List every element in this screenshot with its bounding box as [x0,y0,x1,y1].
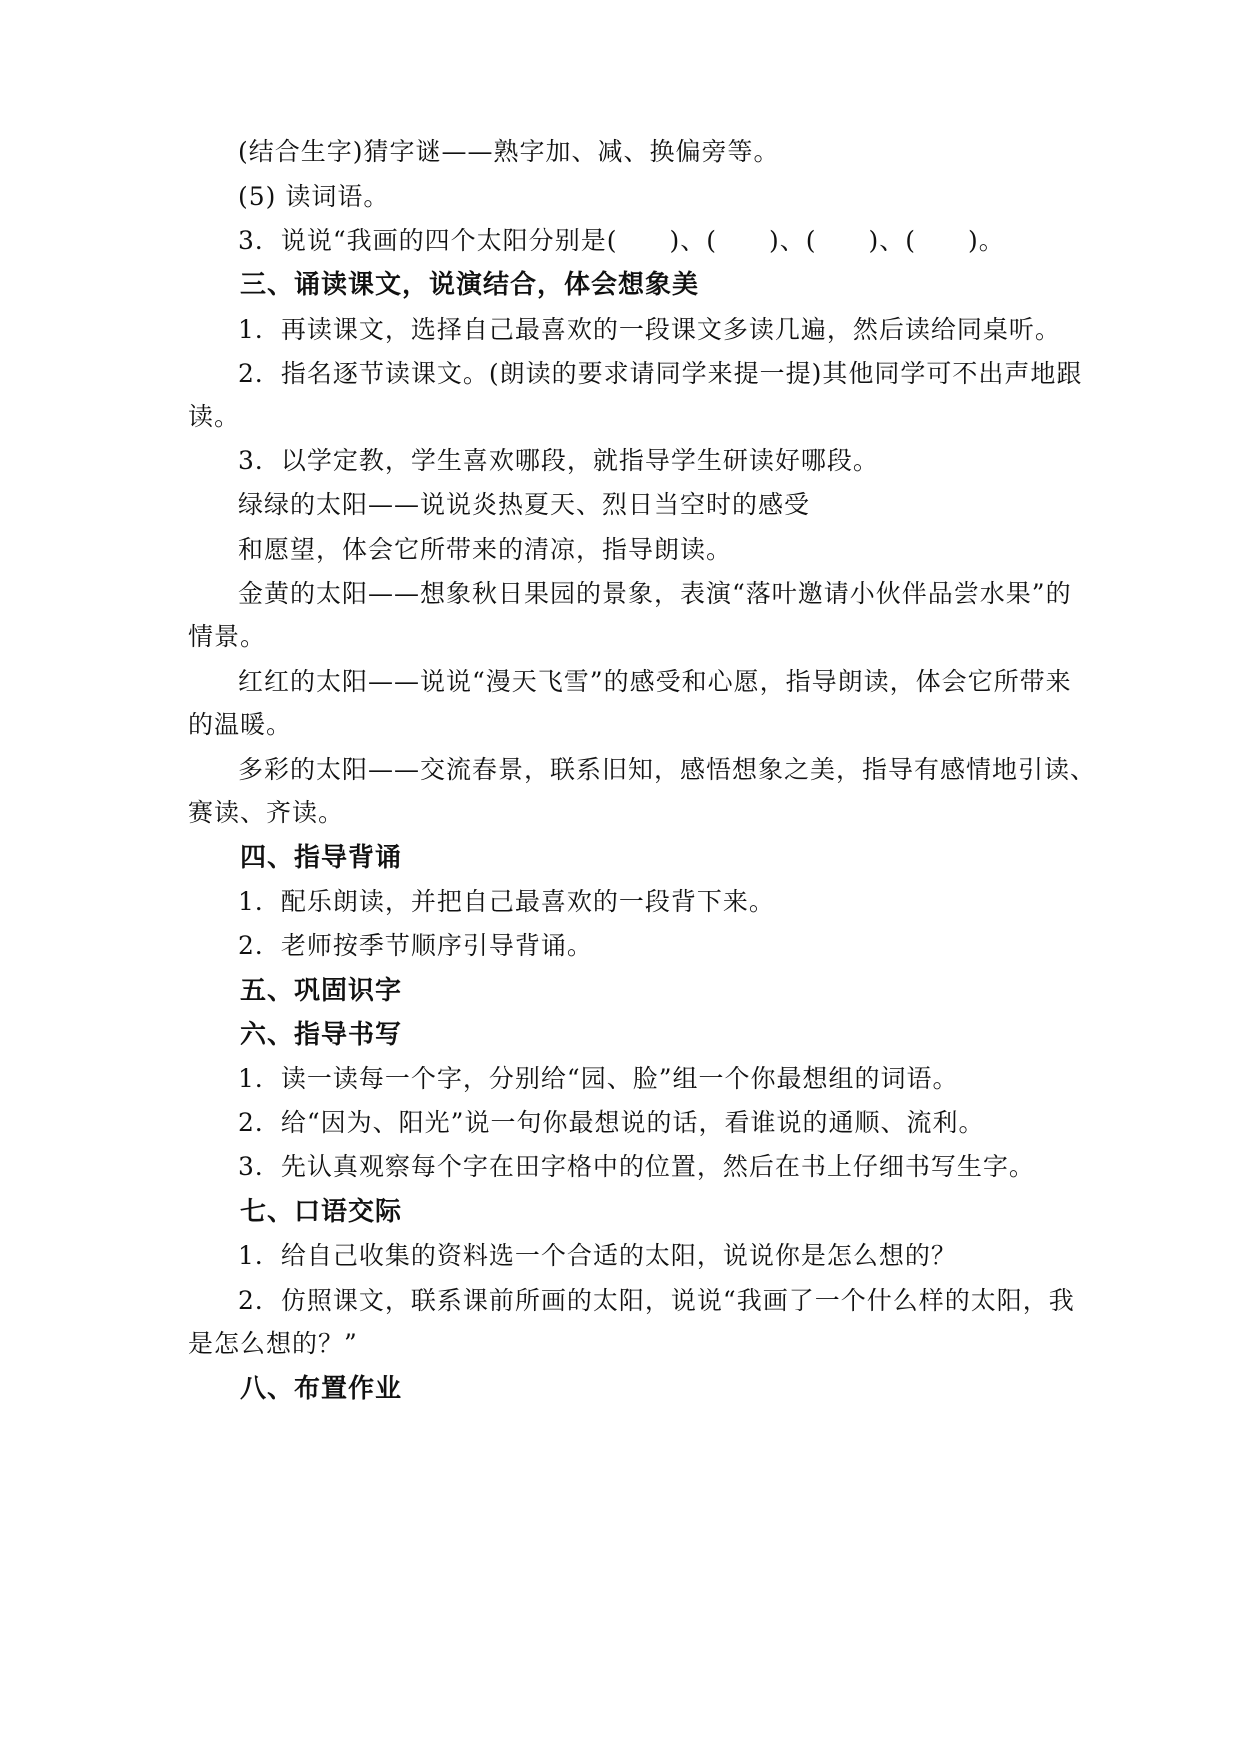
paragraph-read-words: (5) 读词语。 [238,182,390,211]
paragraph-imitate-text: 2．仿照课文，联系课前所画的太阳，说说“我画了一个什么样的太阳，我 [238,1286,1075,1315]
section-heading-7: 七、口语交际 [240,1197,403,1227]
paragraph-teach-by-learning: 3．以学定教，学生喜欢哪段，就指导学生研读好哪段。 [238,446,879,475]
paragraph-make-sentence: 2．给“因为、阳光”说一句你最想说的话，看谁说的通顺、流利。 [238,1108,985,1137]
section-heading-4: 四、指导背诵 [240,843,403,873]
paragraph-green-sun: 绿绿的太阳——说说炎热夏天、烈日当空时的感受 [238,490,811,519]
paragraph-riddle: (结合生字)猜字谜——熟字加、减、换偏旁等。 [238,137,780,166]
paragraph-writing-practice: 3．先认真观察每个字在田字格中的位置，然后在书上仔细书写生字。 [238,1152,1035,1181]
paragraph-imitate-text-cont: 是怎么想的？” [188,1329,358,1358]
paragraph-red-sun-cont: 的温暖。 [188,710,293,739]
section-heading-6: 六、指导书写 [240,1020,403,1050]
paragraph-colorful-sun: 多彩的太阳——交流春景，联系旧知，感悟想象之美，指导有感情地引读、 [238,755,1097,784]
paragraph-season-order: 2．老师按季节顺序引导背诵。 [238,931,593,960]
paragraph-red-sun: 红红的太阳——说说“漫天飞雪”的感受和心愿，指导朗读，体会它所带来 [238,667,1072,696]
paragraph-section-reading-cont: 读。 [188,402,241,431]
section-heading-8: 八、布置作业 [240,1374,403,1404]
paragraph-choose-sun: 1．给自己收集的资料选一个合适的太阳，说说你是怎么想的？ [238,1241,957,1270]
paragraph-green-sun-cont: 和愿望，体会它所带来的清凉，指导朗读。 [238,535,733,564]
paragraph-four-suns: 3．说说“我画的四个太阳分别是( )、( )、( )、( )。 [238,226,1005,255]
paragraph-golden-sun-cont: 情景。 [188,622,267,651]
section-heading-5: 五、巩固识字 [240,976,403,1006]
paragraph-colorful-sun-cont: 赛读、齐读。 [188,798,345,827]
paragraph-music-reading: 1．配乐朗读，并把自己最喜欢的一段背下来。 [238,887,775,916]
paragraph-golden-sun: 金黄的太阳——想象秋日果园的景象，表演“落叶邀请小伙伴品尝水果”的 [238,579,1072,608]
paragraph-reread: 1．再读课文，选择自己最喜欢的一段课文多读几遍，然后读给同桌听。 [238,315,1061,344]
paragraph-section-reading: 2．指名逐节读课文。(朗读的要求请同学来提一提)其他同学可不出声地跟 [238,359,1083,388]
paragraph-make-words: 1．读一读每一个字，分别给“园、脸”组一个你最想组的词语。 [238,1064,959,1093]
section-heading-3: 三、诵读课文，说演结合，体会想象美 [240,270,700,300]
